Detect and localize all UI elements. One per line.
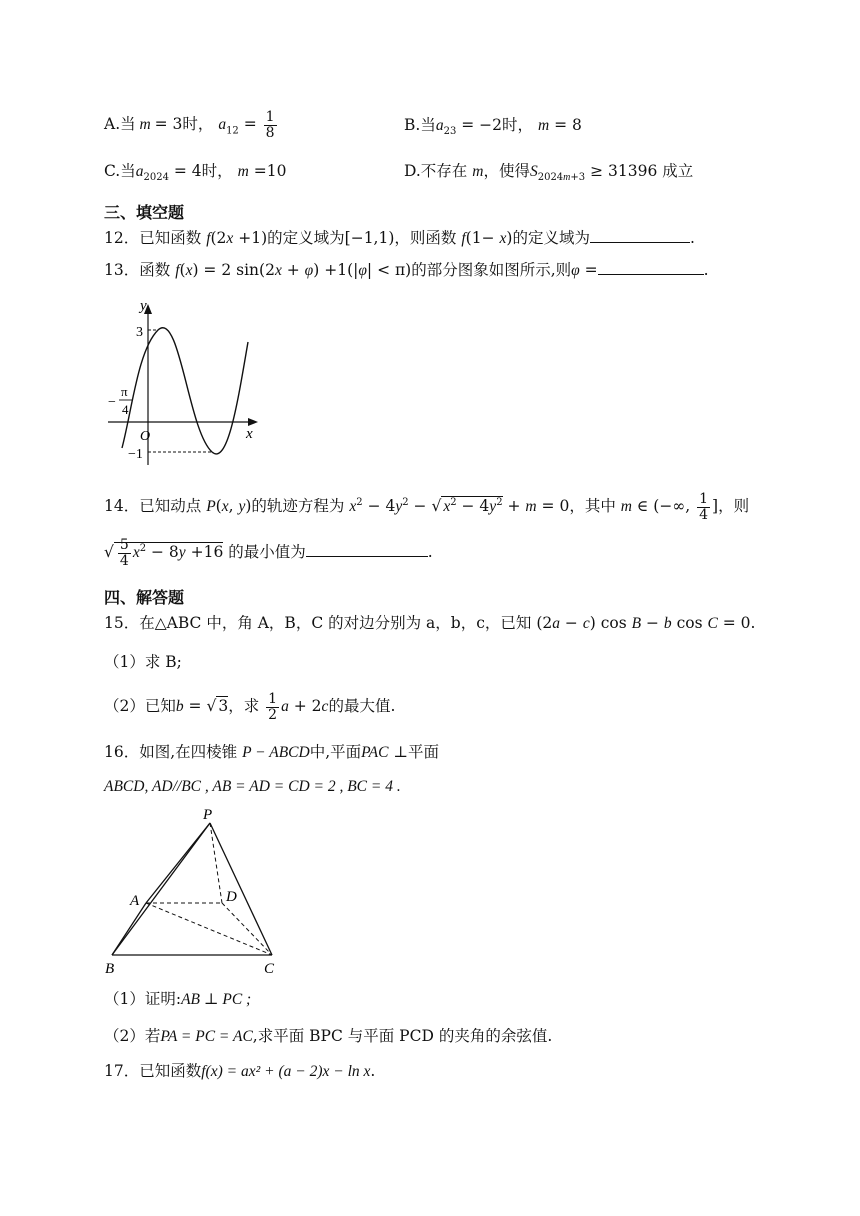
option-b: B.当$a_{23} = -2$时， m = 8 [404, 116, 582, 138]
pyramid-figure [100, 805, 290, 977]
question-15-part1: （1）求 B; [104, 653, 182, 671]
question-15: 15．在△ABC 中，角 A，B，C 的对边分别为 a，b，c，已知 (2a − c) cos B − b cos C = 0. [104, 614, 756, 632]
option-d: D.不存在 m，使得$S_{2024m+3} \ge 31396$ 成立 [404, 162, 694, 184]
tick-pi-sign: − [108, 395, 116, 410]
option-c: C.当$a_{2024} = 4$时， m =10 [104, 162, 287, 184]
question-14-line2: √ $\frac{5}{4}$ $x^2 - 8y +16$ 的最小值为 . [104, 537, 433, 569]
question-14: 14．已知动点 P(x, y)的轨迹方程为 $x^2 - 4y^2$ − √ $x^2 - 4y^2 + m = 0$，其中 m ∈ (−∞, $\frac{1}{4}$ ]，则 [104, 491, 750, 523]
vertex-a-label: A [130, 893, 140, 909]
y-axis-label: y [140, 298, 147, 314]
option-a: A.当 m = 3时， $a_{12}$ = $\frac{1}{8}$ [104, 109, 275, 141]
tick-3: 3 [136, 325, 143, 340]
tick-neg1: −1 [128, 447, 143, 462]
sine-graph-figure [100, 290, 270, 470]
question-16-part2: （2）若PA = PC = AC,求平面 BPC 与平面 PCD 的夹角的余弦值. [104, 1027, 553, 1045]
tick-pi-den: 4 [122, 402, 129, 417]
question-17: 17．已知函数f(x) = ax² + (a − 2)x − ln x. [104, 1062, 376, 1080]
vertex-d-label: D [226, 889, 237, 905]
tick-pi-num: π [121, 384, 128, 399]
vertex-p-label: P [203, 807, 213, 823]
vertex-c-label: C [264, 961, 275, 977]
section-3-title: 三、填空题 [104, 203, 185, 222]
section-4-title: 四、解答题 [104, 588, 185, 607]
question-15-part2: （2）已知b = √ 3，求 $\frac{1}{2}$ a + 2c的最大值. [104, 691, 396, 723]
question-16: 16．如图,在四棱锥 P − ABCD中,平面PAC ⊥平面 [104, 743, 439, 761]
x-axis-label: x [246, 426, 253, 442]
vertex-b-label: B [105, 961, 115, 977]
question-12: 12．已知函数 f(2x +1)的定义域为[−1,1)，则函数 f(1− x)的定义域为 . [104, 229, 695, 247]
question-16-part1: （1）证明:AB ⊥ PC ; [104, 990, 252, 1008]
origin-label: O [140, 429, 151, 444]
question-16-line2: ABCD, AD//BC , AB = AD = CD = 2 , BC = 4 . [104, 778, 401, 795]
question-13: 13．函数 f(x) = 2 sin(2x + φ) +1(|φ| < π)的部分图象如图所示,则φ = . [104, 261, 709, 279]
